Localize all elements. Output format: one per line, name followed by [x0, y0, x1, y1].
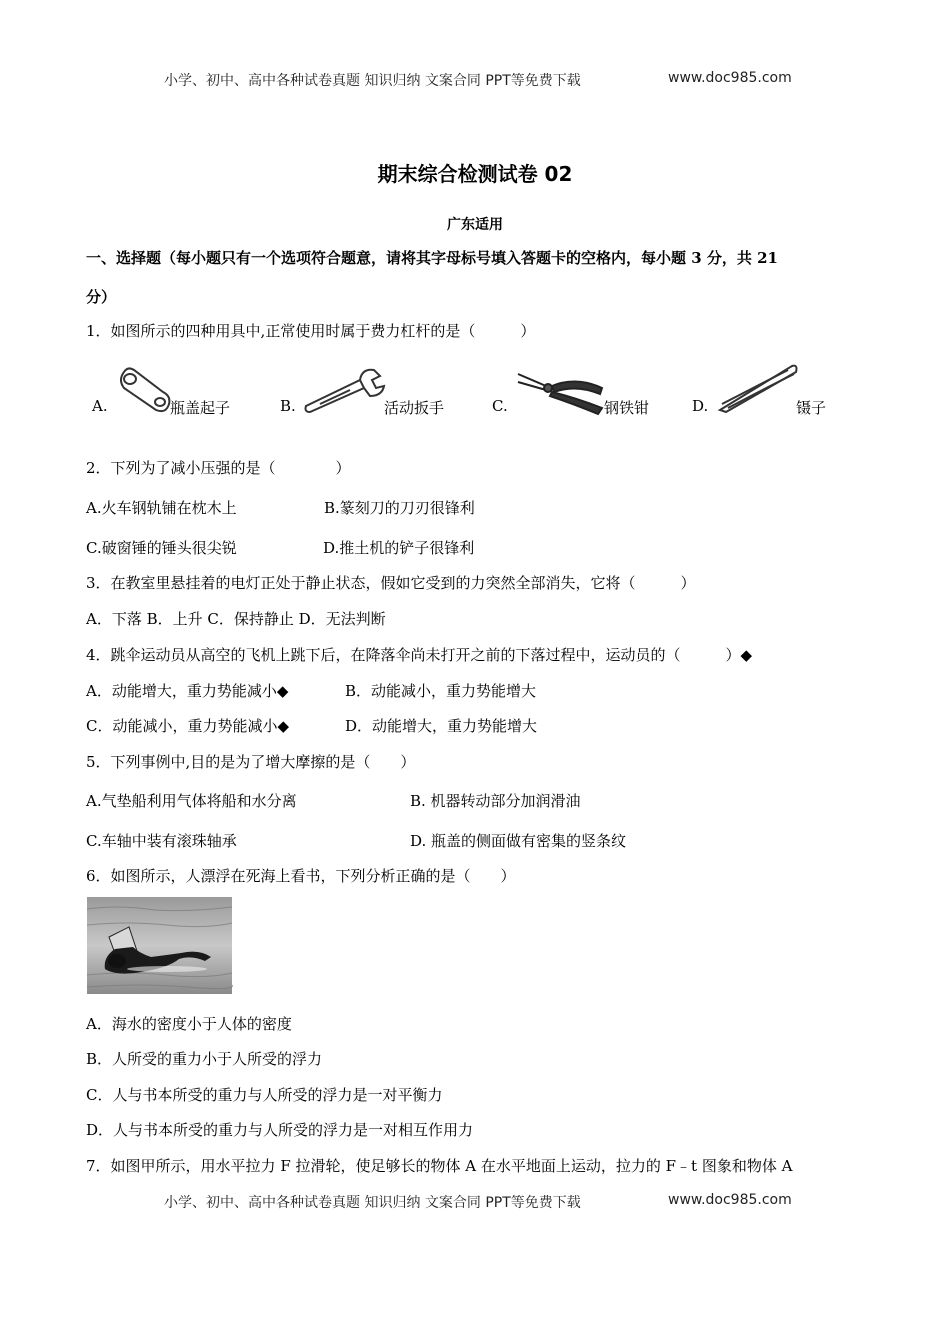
q1-option-d-label: 镊子	[796, 399, 827, 417]
q1-option-b-label: 活动扳手	[384, 399, 445, 417]
q5-option-b: B. 机器转动部分加润滑油	[410, 792, 581, 810]
page-subtitle: 广东适用	[447, 217, 503, 233]
q1-option-a-letter: A.	[92, 397, 108, 415]
question-1: 1．如图所示的四种用具中,正常使用时属于费力杠杆的是（ ）	[86, 322, 536, 340]
page-header-text: 小学、初中、高中各种试卷真题 知识归纳 文案合同 PPT等免费下载	[164, 73, 581, 89]
q6-option-b: B．人所受的重力小于人所受的浮力	[86, 1050, 323, 1068]
q5-option-d: D. 瓶盖的侧面做有密集的竖条纹	[410, 832, 627, 850]
q4-option-d: D．动能增大，重力势能增大	[345, 717, 538, 735]
bottle-opener-icon	[116, 366, 172, 414]
q4-option-a: A．动能增大，重力势能减小◆	[86, 682, 289, 700]
q1-option-c-letter: C.	[492, 397, 508, 415]
q1-option-a-label: 瓶盖起子	[170, 399, 231, 417]
q2-option-b: B.篆刻刀的刀刃很锋利	[324, 499, 475, 517]
question-7: 7．如图甲所示，用水平拉力 F 拉滑轮，使足够长的物体 A 在水平地面上运动，拉力的 F﹣t 图象和物体 A	[86, 1157, 793, 1175]
question-5: 5．下列事例中,目的是为了增大摩擦的是（ ）	[86, 753, 416, 771]
question-6: 6．如图所示，人漂浮在死海上看书，下列分析正确的是（ ）	[86, 867, 516, 885]
page-title: 期末综合检测试卷 02	[377, 162, 573, 186]
q6-option-d: D．人与书本所受的重力与人所受的浮力是一对相互作用力	[86, 1121, 474, 1139]
q5-option-a: A.气垫船利用气体将船和水分离	[86, 792, 297, 810]
page-footer-url[interactable]: www.doc985.com	[668, 1192, 792, 1208]
question-4: 4．跳伞运动员从高空的飞机上跳下后，在降落伞尚未打开之前的下落过程中，运动员的（ ）◆	[86, 646, 753, 664]
person-floating-dead-sea-image	[87, 897, 232, 994]
q2-option-a: A.火车钢轨铺在枕木上	[86, 499, 237, 517]
q1-option-b-letter: B.	[280, 397, 296, 415]
pliers-icon	[516, 368, 606, 414]
q2-option-d: D.推土机的铲子很锋利	[323, 539, 475, 557]
q4-option-c: C．动能减小，重力势能减小◆	[86, 717, 290, 735]
q6-option-a: A．海水的密度小于人体的密度	[86, 1015, 292, 1033]
q5-option-c: C.车轴中装有滚珠轴承	[86, 832, 237, 850]
page-footer-text: 小学、初中、高中各种试卷真题 知识归纳 文案合同 PPT等免费下载	[164, 1195, 581, 1211]
q6-option-c: C．人与书本所受的重力与人所受的浮力是一对平衡力	[86, 1086, 443, 1104]
section-heading-line2: 分）	[86, 288, 117, 306]
q1-option-d-letter: D.	[692, 397, 709, 415]
section-heading-line1: 一、选择题（每小题只有一个选项符合题意，请将其字母标号填入答题卡的空格内，每小题 3 分，共 21	[86, 249, 778, 267]
q1-option-c-label: 钢铁钳	[604, 399, 650, 417]
q4-option-b: B．动能减小，重力势能增大	[345, 682, 537, 700]
page-header-url[interactable]: www.doc985.com	[668, 70, 792, 86]
adjustable-wrench-icon	[302, 366, 384, 414]
question-2: 2．下列为了减小压强的是（ ）	[86, 459, 351, 477]
question-3: 3．在教室里悬挂着的电灯正处于静止状态，假如它受到的力突然全部消失，它将（ ）	[86, 574, 696, 592]
q3-options: A．下落 B．上升 C．保持静止 D．无法判断	[86, 610, 386, 628]
tweezers-icon	[718, 362, 800, 414]
q2-option-c: C.破窗锤的锤头很尖锐	[86, 539, 237, 557]
